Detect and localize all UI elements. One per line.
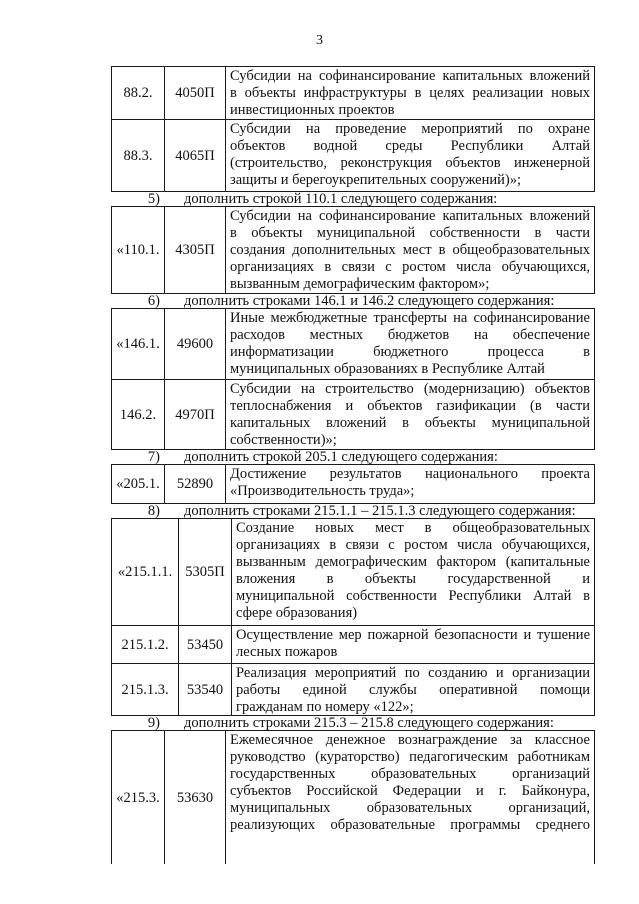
table-row [112,119,594,191]
row-number: 215.1.2. [121,636,169,653]
table-row [112,465,594,503]
row-description: Создание новых мест в общеобразовательных организациях в связи с ростом числа обучающихся, вызванным демографическим фактором (капитальные вложения в объекты государственной и муниципальной собственности Республики Алтай в сфере образования) [231,519,594,625]
row-code: 53540 [186,681,224,698]
row-number: «110.1. [116,242,160,258]
row-number: «205.1. [116,476,160,492]
row-code: 4305П [175,242,215,258]
row-description: Иные межбюджетные трансферты на софинансирование расходов местных бюджетов на обеспечение информатизации бюджетного процесса в муниципальных образованиях в Республике Алтай [225,309,594,379]
row-number: 88.3. [123,147,153,164]
row-number: 215.1.3. [121,681,169,698]
row-description: Реализация мероприятий по созданию и организации работы единой службы оперативной помощи гражданам по номеру «122»; [231,664,594,715]
row-number: 146.2. [119,406,157,423]
table-row [112,731,594,864]
table-block-2 [111,206,595,294]
table-block-3 [111,308,595,450]
table-block-4 [111,464,595,504]
table-block-1 [111,66,595,192]
table-row [112,67,594,119]
table-row [112,663,594,715]
row-description: Субсидии на строительство (модернизацию) объектов теплоснабжения и объектов газификации (в части капитальных вложений в объекты муниципальной собственности)»; [225,380,594,449]
table-block-5 [111,518,595,716]
row-code: 52890 [176,476,214,492]
row-number: 88.2. [123,85,153,101]
row-code: 53450 [186,636,224,653]
table-block-6 [111,730,595,864]
table-row [112,309,594,379]
row-description: Субсидии на проведение мероприятий по охране объектов водной среды Республики Алтай (строительство, реконструкция объектов инженерной защиты и берегоукрепительных сооружений)»; [225,120,594,191]
table-row [112,379,594,449]
row-description: Ежемесячное денежное вознаграждение за классное руководство (кураторство) педагогическим работникам государственных образовательных организаций субъектов Российской Федерации и г. Байконура, муниципальных образовательных организаций, реализующих образовательные программы среднего [225,731,594,864]
row-code: 4050П [175,85,215,101]
row-number: «215.3. [116,789,160,806]
row-description: Достижение результатов национального проекта «Производительность труда»; [225,465,594,503]
row-code: 53630 [176,789,214,806]
row-code: 49600 [176,336,214,352]
table-row [112,625,594,663]
row-number: «215.1.1. [117,564,173,580]
row-code: 4065П [175,147,215,164]
row-code: 4970П [175,406,215,423]
row-description: Субсидии на софинансирование капитальных вложений в объекты инфраструктуры в целях реализации новых инвестиционных проектов [225,67,594,119]
row-description: Осуществление мер пожарной безопасности и тушение лесных пожаров [231,626,594,663]
row-code: 5305П [185,564,225,580]
table-row [112,519,594,625]
table-row [112,207,594,293]
page-number: 3 [316,33,323,48]
row-description: Субсидии на софинансирование капитальных вложений в объекты муниципальной собственности в части создания дополнительных мест в общеобразовательных организациях в связи с ростом числа обучающихся, вызванным демографическим фактором»; [225,207,594,293]
row-number: «146.1. [116,336,160,352]
